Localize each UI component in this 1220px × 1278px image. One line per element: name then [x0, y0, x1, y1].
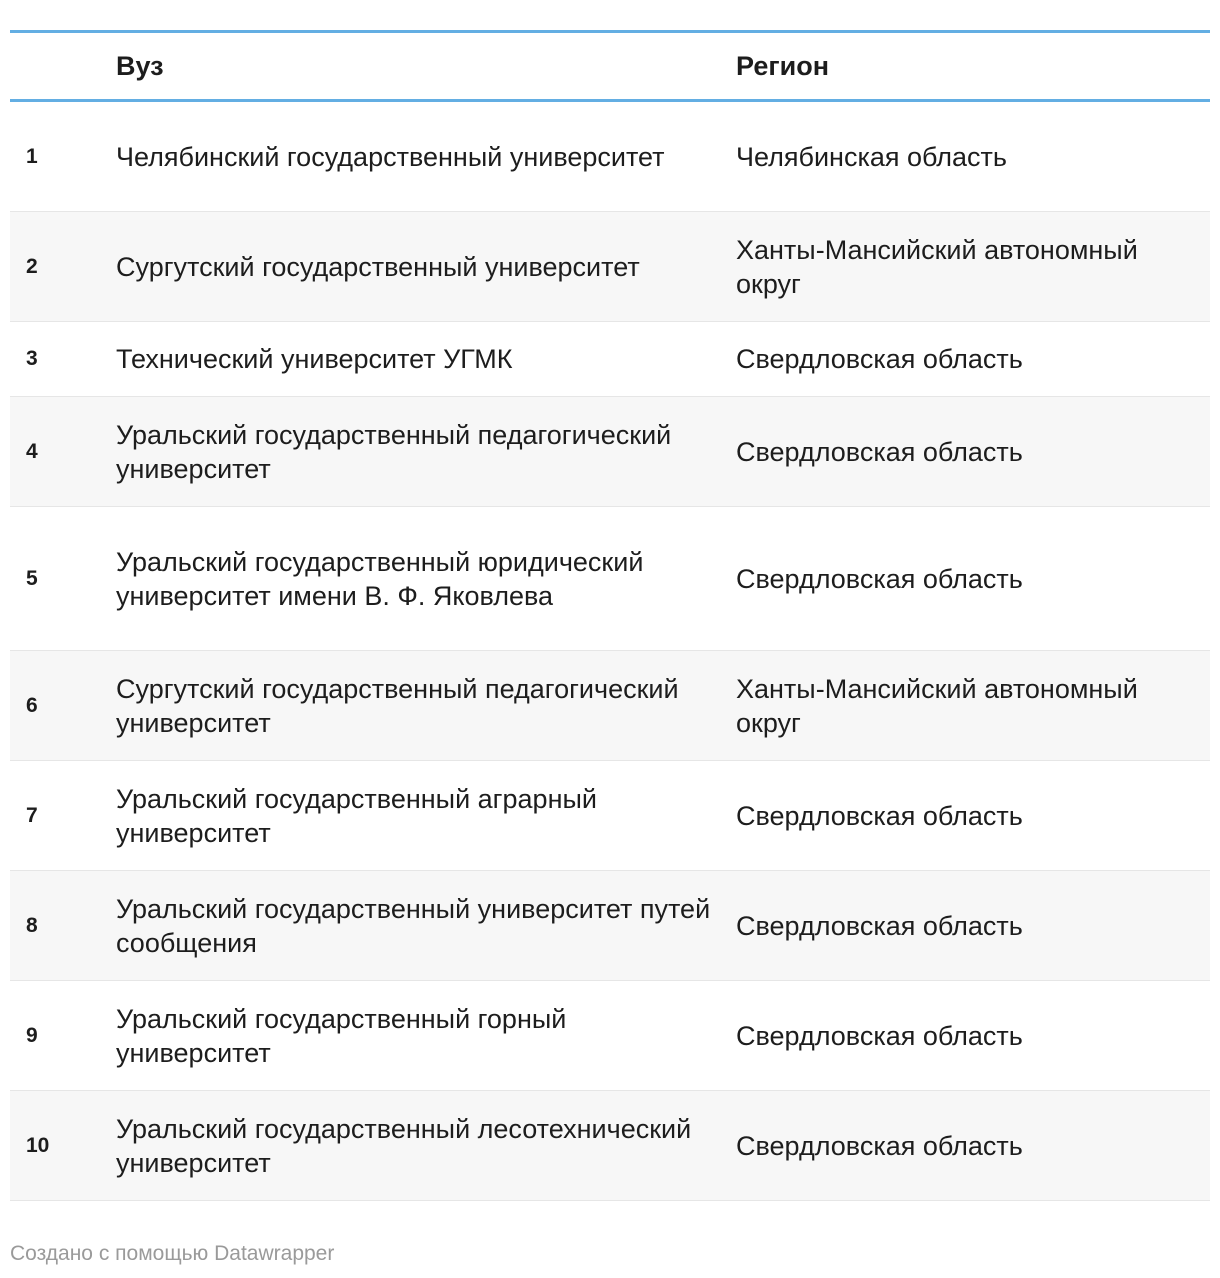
table-row — [10, 1091, 1210, 1201]
region-cell: Ханты-Мансийский автономный округ — [736, 673, 1138, 738]
region-cell: Свердловская область — [736, 910, 1023, 941]
rank-cell: 10 — [26, 1133, 50, 1157]
university-cell: Уральский государственный аграрный университет — [116, 783, 597, 848]
region-cell: Свердловская область — [736, 344, 1023, 374]
rank-cell: 1 — [26, 144, 38, 168]
university-cell: Уральский государственный лесотехнический университет — [116, 1113, 692, 1178]
university-cell: Уральский государственный университет путей сообщения — [116, 893, 711, 958]
table-row — [10, 871, 1210, 981]
table-row — [10, 102, 1210, 212]
ranking-table — [10, 30, 1210, 1201]
rank-cell: 9 — [26, 1023, 38, 1047]
region-cell: Челябинская область — [736, 141, 1007, 172]
table-row — [10, 397, 1210, 507]
university-cell: Сургутский государственный университет — [116, 251, 640, 282]
header-university: Вуз — [116, 50, 164, 81]
university-cell: Уральский государственный горный университет — [116, 1003, 567, 1068]
rank-cell: 3 — [26, 347, 38, 370]
region-cell: Свердловская область — [736, 1130, 1023, 1161]
table-row — [10, 507, 1210, 651]
rank-cell: 2 — [26, 254, 38, 278]
rank-cell: 8 — [26, 913, 38, 937]
university-cell: Уральский государственный педагогический университет — [116, 419, 672, 484]
table-row — [10, 981, 1210, 1091]
footer-credit: Создано с помощью Datawrapper — [10, 1242, 335, 1265]
region-cell: Свердловская область — [736, 436, 1023, 467]
rank-cell: 4 — [26, 439, 38, 463]
table-row — [10, 761, 1210, 871]
table-header — [10, 30, 1210, 102]
region-cell: Свердловская область — [736, 1020, 1023, 1051]
rank-cell: 5 — [26, 566, 38, 590]
region-cell: Свердловская область — [736, 563, 1023, 594]
university-cell: Челябинский государственный университет — [116, 141, 665, 172]
header-region: Регион — [736, 50, 829, 81]
table-row — [10, 212, 1210, 322]
university-cell: Уральский государственный юридический университет имени В. Ф. Яковлева — [116, 546, 644, 611]
region-cell: Ханты-Мансийский автономный округ — [736, 234, 1138, 299]
table-row — [10, 651, 1210, 761]
rank-cell: 6 — [26, 693, 38, 717]
university-cell: Сургутский государственный педагогический университет — [116, 673, 679, 738]
rank-cell: 7 — [26, 803, 38, 827]
university-cell: Технический университет УГМК — [116, 344, 513, 374]
region-cell: Свердловская область — [736, 800, 1023, 831]
table-row — [10, 322, 1210, 397]
